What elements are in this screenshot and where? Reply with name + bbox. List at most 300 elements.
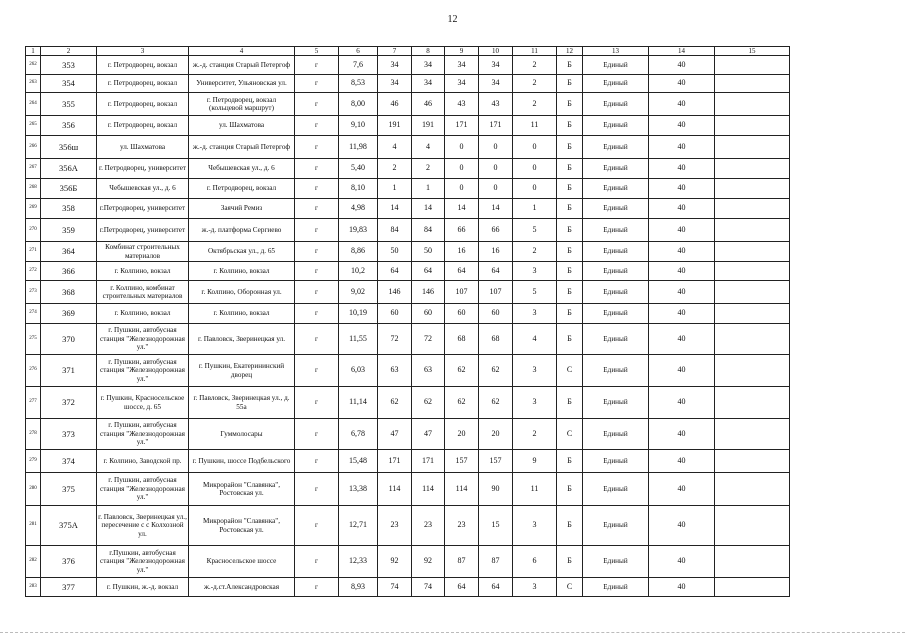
route-end: Микрорайон "Славянка", Ростовская ул. (189, 506, 295, 546)
route-number: 375А (41, 506, 97, 546)
col-11-value: 3 (513, 578, 557, 597)
row-number: 264 (26, 93, 41, 116)
vehicle-class: Б (557, 450, 583, 473)
col-8-value: 14 (412, 199, 445, 219)
col-8-value: 64 (412, 262, 445, 281)
table-row (26, 116, 790, 136)
row-number: 280 (26, 473, 41, 506)
row-number: 281 (26, 506, 41, 546)
tariff: Единый (583, 324, 649, 355)
route-type: г (295, 136, 339, 159)
tariff: Единый (583, 304, 649, 324)
header-cell: 5 (295, 47, 339, 56)
route-start: г. Петродворец, вокзал (97, 93, 189, 116)
col-14-value: 40 (649, 93, 715, 116)
route-start: г.Петродворец, университет (97, 199, 189, 219)
col-11-value: 9 (513, 450, 557, 473)
route-end: г. Колпино, вокзал (189, 262, 295, 281)
route-length: 8,53 (339, 75, 378, 93)
route-end: Микрорайон "Славянка", Ростовская ул. (189, 473, 295, 506)
route-number: 374 (41, 450, 97, 473)
col-8-value: 2 (412, 159, 445, 179)
col-10-value: 64 (479, 262, 513, 281)
route-length: 11,55 (339, 324, 378, 355)
vehicle-class: Б (557, 199, 583, 219)
route-end: г. Пушкин, шоссе Подбельского (189, 450, 295, 473)
route-end: Гуммолосары (189, 419, 295, 450)
tariff: Единый (583, 219, 649, 242)
route-length: 12,71 (339, 506, 378, 546)
route-end: Октябрьская ул., д. 65 (189, 242, 295, 262)
tariff: Единый (583, 159, 649, 179)
table-row (26, 506, 790, 546)
table-row (26, 199, 790, 219)
vehicle-class: Б (557, 136, 583, 159)
col-11-value: 5 (513, 219, 557, 242)
col-10-value: 43 (479, 93, 513, 116)
route-start: г.Петродворец, университет (97, 219, 189, 242)
col-11-value: 11 (513, 116, 557, 136)
col-14-value: 40 (649, 179, 715, 199)
route-number: 358 (41, 199, 97, 219)
col-7-value: 74 (378, 578, 412, 597)
row-number: 273 (26, 281, 41, 304)
route-type: г (295, 324, 339, 355)
route-end: Университет, Ульяновская ул. (189, 75, 295, 93)
col-8-value: 92 (412, 546, 445, 578)
route-length: 7,6 (339, 56, 378, 75)
col-14-value: 40 (649, 219, 715, 242)
col-11-value: 0 (513, 159, 557, 179)
col-10-value: 14 (479, 199, 513, 219)
vehicle-class: Б (557, 75, 583, 93)
col-15-value (715, 93, 790, 116)
col-7-value: 23 (378, 506, 412, 546)
col-14-value: 40 (649, 473, 715, 506)
col-7-value: 50 (378, 242, 412, 262)
col-7-value: 63 (378, 355, 412, 387)
col-14-value: 40 (649, 116, 715, 136)
table-row (26, 473, 790, 506)
col-11-value: 11 (513, 473, 557, 506)
table-row (26, 304, 790, 324)
col-10-value: 16 (479, 242, 513, 262)
col-11-value: 3 (513, 355, 557, 387)
route-start: г. Пушкин, автобусная станция "Железнодорожная ул." (97, 355, 189, 387)
route-type: г (295, 262, 339, 281)
col-14-value: 40 (649, 159, 715, 179)
col-9-value: 34 (445, 75, 479, 93)
route-type: г (295, 355, 339, 387)
row-number: 263 (26, 75, 41, 93)
col-11-value: 2 (513, 56, 557, 75)
col-8-value: 60 (412, 304, 445, 324)
row-number: 271 (26, 242, 41, 262)
col-11-value: 5 (513, 281, 557, 304)
col-15-value (715, 219, 790, 242)
col-10-value: 60 (479, 304, 513, 324)
col-10-value: 0 (479, 136, 513, 159)
col-11-value: 2 (513, 93, 557, 116)
route-type: г (295, 56, 339, 75)
route-length: 11,98 (339, 136, 378, 159)
tariff: Единый (583, 179, 649, 199)
col-9-value: 64 (445, 262, 479, 281)
route-type: г (295, 75, 339, 93)
col-14-value: 40 (649, 324, 715, 355)
route-number: 364 (41, 242, 97, 262)
header-cell: 13 (583, 47, 649, 56)
col-14-value: 40 (649, 387, 715, 419)
header-cell: 1 (26, 47, 41, 56)
vehicle-class: С (557, 578, 583, 597)
col-8-value: 62 (412, 387, 445, 419)
col-9-value: 157 (445, 450, 479, 473)
tariff: Единый (583, 93, 649, 116)
route-number: 356 (41, 116, 97, 136)
vehicle-class: Б (557, 262, 583, 281)
page-bottom-edge (0, 632, 905, 634)
table-row (26, 281, 790, 304)
col-8-value: 4 (412, 136, 445, 159)
route-start: г. Пушкин, ж.-д. вокзал (97, 578, 189, 597)
col-9-value: 34 (445, 56, 479, 75)
col-9-value: 0 (445, 159, 479, 179)
route-start: г. Петродворец, вокзал (97, 116, 189, 136)
tariff: Единый (583, 355, 649, 387)
col-15-value (715, 419, 790, 450)
col-9-value: 62 (445, 387, 479, 419)
route-number: 371 (41, 355, 97, 387)
route-length: 12,33 (339, 546, 378, 578)
header-cell: 2 (41, 47, 97, 56)
header-cell: 11 (513, 47, 557, 56)
col-9-value: 114 (445, 473, 479, 506)
route-length: 10,2 (339, 262, 378, 281)
col-10-value: 107 (479, 281, 513, 304)
route-type: г (295, 199, 339, 219)
row-number: 265 (26, 116, 41, 136)
route-start: г. Колпино, Заводской пр. (97, 450, 189, 473)
col-10-value: 34 (479, 75, 513, 93)
route-type: г (295, 159, 339, 179)
col-10-value: 15 (479, 506, 513, 546)
route-number: 356Б (41, 179, 97, 199)
route-start: г. Колпино, комбинат строительных материалов (97, 281, 189, 304)
col-8-value: 46 (412, 93, 445, 116)
tariff: Единый (583, 546, 649, 578)
route-length: 6,78 (339, 419, 378, 450)
col-15-value (715, 242, 790, 262)
col-15-value (715, 546, 790, 578)
col-14-value: 40 (649, 75, 715, 93)
route-start: Комбинат строительных материалов (97, 242, 189, 262)
vehicle-class: Б (557, 506, 583, 546)
col-11-value: 2 (513, 75, 557, 93)
row-number: 262 (26, 56, 41, 75)
col-7-value: 191 (378, 116, 412, 136)
col-15-value (715, 355, 790, 387)
route-start: г. Петродворец, вокзал (97, 56, 189, 75)
col-11-value: 3 (513, 506, 557, 546)
col-9-value: 43 (445, 93, 479, 116)
col-11-value: 2 (513, 419, 557, 450)
col-10-value: 62 (479, 387, 513, 419)
header-cell: 8 (412, 47, 445, 56)
route-end: г. Петродворец, вокзал (кольцевой маршрут) (189, 93, 295, 116)
tariff: Единый (583, 262, 649, 281)
table-header-row (26, 47, 790, 56)
col-14-value: 40 (649, 506, 715, 546)
col-8-value: 63 (412, 355, 445, 387)
col-7-value: 1 (378, 179, 412, 199)
col-8-value: 34 (412, 75, 445, 93)
vehicle-class: Б (557, 242, 583, 262)
col-11-value: 3 (513, 387, 557, 419)
col-7-value: 4 (378, 136, 412, 159)
col-8-value: 50 (412, 242, 445, 262)
route-length: 6,03 (339, 355, 378, 387)
row-number: 269 (26, 199, 41, 219)
route-type: г (295, 219, 339, 242)
tariff: Единый (583, 56, 649, 75)
table-row (26, 93, 790, 116)
route-number: 376 (41, 546, 97, 578)
route-type: г (295, 546, 339, 578)
table-row (26, 262, 790, 281)
route-start: Чебышевская ул., д. 6 (97, 179, 189, 199)
col-8-value: 84 (412, 219, 445, 242)
col-8-value: 114 (412, 473, 445, 506)
col-14-value: 40 (649, 450, 715, 473)
route-end: ж.-д. платформа Сергиево (189, 219, 295, 242)
header-cell: 7 (378, 47, 412, 56)
col-10-value: 171 (479, 116, 513, 136)
vehicle-class: Б (557, 304, 583, 324)
tariff: Единый (583, 419, 649, 450)
route-start: г. Колпино, вокзал (97, 262, 189, 281)
route-type: г (295, 304, 339, 324)
col-9-value: 0 (445, 179, 479, 199)
route-type: г (295, 419, 339, 450)
route-length: 9,10 (339, 116, 378, 136)
col-7-value: 34 (378, 75, 412, 93)
vehicle-class: Б (557, 179, 583, 199)
col-9-value: 66 (445, 219, 479, 242)
col-7-value: 62 (378, 387, 412, 419)
vehicle-class: Б (557, 473, 583, 506)
row-number: 272 (26, 262, 41, 281)
route-type: г (295, 93, 339, 116)
route-end: г. Павловск, Зверинецкая ул. (189, 324, 295, 355)
header-cell: 15 (715, 47, 790, 56)
route-end: ж.-д. станция Старый Петергоф (189, 136, 295, 159)
col-10-value: 66 (479, 219, 513, 242)
col-15-value (715, 262, 790, 281)
col-14-value: 40 (649, 304, 715, 324)
col-9-value: 107 (445, 281, 479, 304)
col-10-value: 62 (479, 355, 513, 387)
col-11-value: 3 (513, 262, 557, 281)
col-7-value: 2 (378, 159, 412, 179)
route-end: ж.-д. станция Старый Петергоф (189, 56, 295, 75)
route-end: г. Колпино, вокзал (189, 304, 295, 324)
route-number: 370 (41, 324, 97, 355)
vehicle-class: Б (557, 546, 583, 578)
col-11-value: 2 (513, 242, 557, 262)
col-9-value: 16 (445, 242, 479, 262)
route-type: г (295, 450, 339, 473)
table-row (26, 450, 790, 473)
col-8-value: 47 (412, 419, 445, 450)
col-9-value: 62 (445, 355, 479, 387)
header-cell: 14 (649, 47, 715, 56)
col-8-value: 23 (412, 506, 445, 546)
route-number: 356ш (41, 136, 97, 159)
col-7-value: 114 (378, 473, 412, 506)
table-row (26, 56, 790, 75)
vehicle-class: Б (557, 387, 583, 419)
route-number: 368 (41, 281, 97, 304)
col-15-value (715, 473, 790, 506)
vehicle-class: Б (557, 219, 583, 242)
col-7-value: 92 (378, 546, 412, 578)
col-9-value: 0 (445, 136, 479, 159)
vehicle-class: Б (557, 116, 583, 136)
route-end: Чебышевская ул., д. 6 (189, 159, 295, 179)
route-length: 8,93 (339, 578, 378, 597)
route-end: Красносельское шоссе (189, 546, 295, 578)
col-14-value: 40 (649, 56, 715, 75)
route-type: г (295, 387, 339, 419)
table-row (26, 419, 790, 450)
route-start: г. Пушкин, автобусная станция "Железнодорожная ул." (97, 473, 189, 506)
col-15-value (715, 450, 790, 473)
route-length: 9,02 (339, 281, 378, 304)
route-start: г. Пушкин, Красносельское шоссе, д. 65 (97, 387, 189, 419)
route-start: ул. Шахматова (97, 136, 189, 159)
row-number: 283 (26, 578, 41, 597)
header-cell: 10 (479, 47, 513, 56)
tariff: Единый (583, 387, 649, 419)
route-end: г. Пушкин, Екатерининский дворец (189, 355, 295, 387)
route-type: г (295, 578, 339, 597)
vehicle-class: Б (557, 93, 583, 116)
col-14-value: 40 (649, 419, 715, 450)
col-10-value: 64 (479, 578, 513, 597)
col-9-value: 64 (445, 578, 479, 597)
table-row (26, 242, 790, 262)
col-11-value: 4 (513, 324, 557, 355)
tariff: Единый (583, 75, 649, 93)
route-type: г (295, 179, 339, 199)
row-number: 282 (26, 546, 41, 578)
col-7-value: 46 (378, 93, 412, 116)
col-14-value: 40 (649, 355, 715, 387)
route-number: 359 (41, 219, 97, 242)
col-7-value: 14 (378, 199, 412, 219)
route-start: г. Колпино, вокзал (97, 304, 189, 324)
route-length: 10,19 (339, 304, 378, 324)
route-length: 15,48 (339, 450, 378, 473)
col-9-value: 68 (445, 324, 479, 355)
col-10-value: 0 (479, 179, 513, 199)
col-9-value: 23 (445, 506, 479, 546)
col-15-value (715, 578, 790, 597)
row-number: 270 (26, 219, 41, 242)
tariff: Единый (583, 136, 649, 159)
route-end: ул. Шахматова (189, 116, 295, 136)
route-length: 8,00 (339, 93, 378, 116)
col-9-value: 87 (445, 546, 479, 578)
route-start: г.Пушкин, автобусная станция "Железнодорожная ул." (97, 546, 189, 578)
route-number: 372 (41, 387, 97, 419)
route-end: ж.-д.ст.Александровская (189, 578, 295, 597)
col-8-value: 171 (412, 450, 445, 473)
tariff: Единый (583, 242, 649, 262)
col-10-value: 0 (479, 159, 513, 179)
col-15-value (715, 75, 790, 93)
col-15-value (715, 324, 790, 355)
row-number: 279 (26, 450, 41, 473)
vehicle-class: С (557, 419, 583, 450)
route-type: г (295, 281, 339, 304)
route-number: 373 (41, 419, 97, 450)
col-15-value (715, 116, 790, 136)
col-15-value (715, 179, 790, 199)
col-14-value: 40 (649, 578, 715, 597)
col-10-value: 34 (479, 56, 513, 75)
col-9-value: 171 (445, 116, 479, 136)
col-7-value: 60 (378, 304, 412, 324)
route-number: 355 (41, 93, 97, 116)
table-row (26, 159, 790, 179)
col-10-value: 87 (479, 546, 513, 578)
col-14-value: 40 (649, 136, 715, 159)
route-end: г. Петродворец, вокзал (189, 179, 295, 199)
col-15-value (715, 506, 790, 546)
col-8-value: 34 (412, 56, 445, 75)
col-14-value: 40 (649, 281, 715, 304)
route-number: 366 (41, 262, 97, 281)
tariff: Единый (583, 473, 649, 506)
route-type: г (295, 116, 339, 136)
route-number: 377 (41, 578, 97, 597)
route-number: 353 (41, 56, 97, 75)
col-15-value (715, 56, 790, 75)
route-length: 8,10 (339, 179, 378, 199)
tariff: Единый (583, 199, 649, 219)
col-7-value: 84 (378, 219, 412, 242)
col-7-value: 34 (378, 56, 412, 75)
route-start: г. Павловск, Зверинецкая ул., пересечение с с Колхозной ул. (97, 506, 189, 546)
col-10-value: 90 (479, 473, 513, 506)
col-8-value: 191 (412, 116, 445, 136)
page-number: 12 (447, 14, 458, 25)
col-11-value: 0 (513, 179, 557, 199)
table-row (26, 179, 790, 199)
header-cell: 9 (445, 47, 479, 56)
col-8-value: 74 (412, 578, 445, 597)
vehicle-class: Б (557, 56, 583, 75)
route-start: г. Петродворец, вокзал (97, 75, 189, 93)
col-15-value (715, 304, 790, 324)
route-type: г (295, 473, 339, 506)
col-15-value (715, 281, 790, 304)
col-10-value: 20 (479, 419, 513, 450)
route-number: 369 (41, 304, 97, 324)
col-11-value: 1 (513, 199, 557, 219)
